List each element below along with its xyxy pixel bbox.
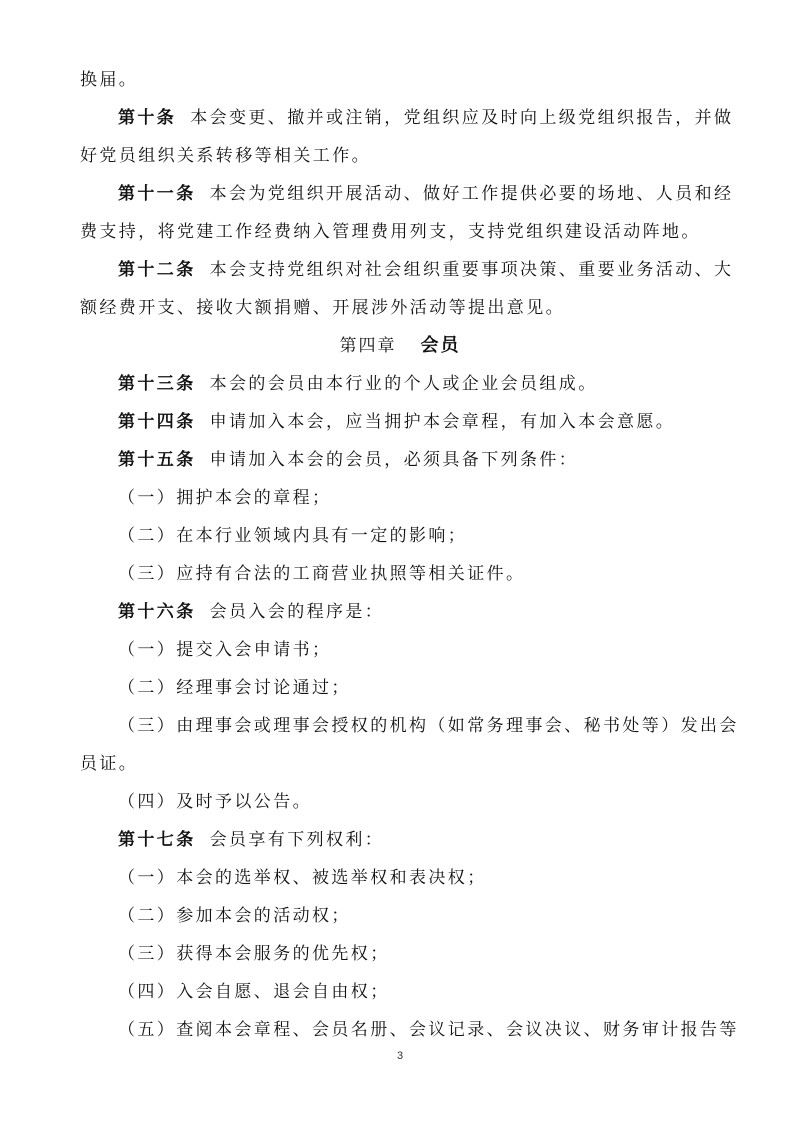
list-item: （二）在本行业领域内具有一定的影响； bbox=[118, 526, 468, 546]
chapter-number: 第四章 bbox=[339, 336, 397, 356]
article-number: 第十七条 bbox=[118, 830, 196, 850]
article-14: 第十四条 申请加入本会，应当拥护本会章程，有加入本会意愿。 bbox=[118, 412, 676, 432]
list-item: （三）获得本会服务的优先权； bbox=[118, 944, 390, 964]
paragraph-line: 换届。 bbox=[80, 70, 139, 90]
article-number: 第十二条 bbox=[118, 260, 196, 280]
paragraph-line: 额经费开支、接收大额捐赠、开展涉外活动等提出意见。 bbox=[80, 298, 565, 318]
list-item: （二）经理事会讨论通过； bbox=[118, 678, 351, 698]
chapter-title: 会员 bbox=[420, 335, 461, 356]
article-number: 第十六条 bbox=[118, 602, 196, 622]
chapter-heading bbox=[0, 334, 800, 358]
page-number: 3 bbox=[396, 1050, 404, 1062]
list-item: （三）由理事会或理事会授权的机构（如常务理事会、秘书处等）发出会 bbox=[118, 716, 739, 736]
article-11: 第十一条 本会为党组织开展活动、做好工作提供必要的场地、人员和经 bbox=[118, 184, 734, 204]
article-10: 第十条 本会变更、撤并或注销，党组织应及时向上级党组织报告，并做 bbox=[118, 108, 734, 128]
article-number: 第十三条 bbox=[118, 374, 196, 394]
article-number: 第十条 bbox=[118, 108, 177, 128]
article-13: 第十三条 本会的会员由本行业的个人或企业会员组成。 bbox=[118, 374, 598, 394]
article-number: 第十一条 bbox=[118, 184, 196, 204]
article-12: 第十二条 本会支持党组织对社会组织重要事项决策、重要业务活动、大 bbox=[118, 260, 734, 280]
list-item: （二）参加本会的活动权； bbox=[118, 906, 351, 926]
list-item: （四）及时予以公告。 bbox=[118, 792, 312, 812]
list-item: （四）入会自愿、退会自由权； bbox=[118, 982, 390, 1002]
paragraph-line: 费支持，将党建工作经费纳入管理费用列支，支持党组织建设活动阵地。 bbox=[80, 222, 701, 242]
article-number: 第十四条 bbox=[118, 412, 196, 432]
list-item: （一）拥护本会的章程； bbox=[118, 488, 332, 508]
list-item: （五）查阅本会章程、会员名册、会议记录、会议决议、财务审计报告等 bbox=[118, 1020, 739, 1040]
list-item: （一）本会的选举权、被选举权和表决权； bbox=[118, 868, 487, 888]
article-15: 第十五条 申请加入本会的会员，必须具备下列条件： bbox=[118, 450, 579, 470]
list-item: （三）应持有合法的工商营业执照等相关证件。 bbox=[118, 564, 526, 584]
paragraph-line: 好党员组织关系转移等相关工作。 bbox=[80, 146, 371, 166]
article-number: 第十五条 bbox=[118, 450, 196, 470]
list-item: （一）提交入会申请书； bbox=[118, 640, 332, 660]
article-17: 第十七条 会员享有下列权利： bbox=[118, 830, 385, 850]
paragraph-line: 员证。 bbox=[80, 754, 139, 774]
article-16: 第十六条 会员入会的程序是： bbox=[118, 602, 385, 622]
